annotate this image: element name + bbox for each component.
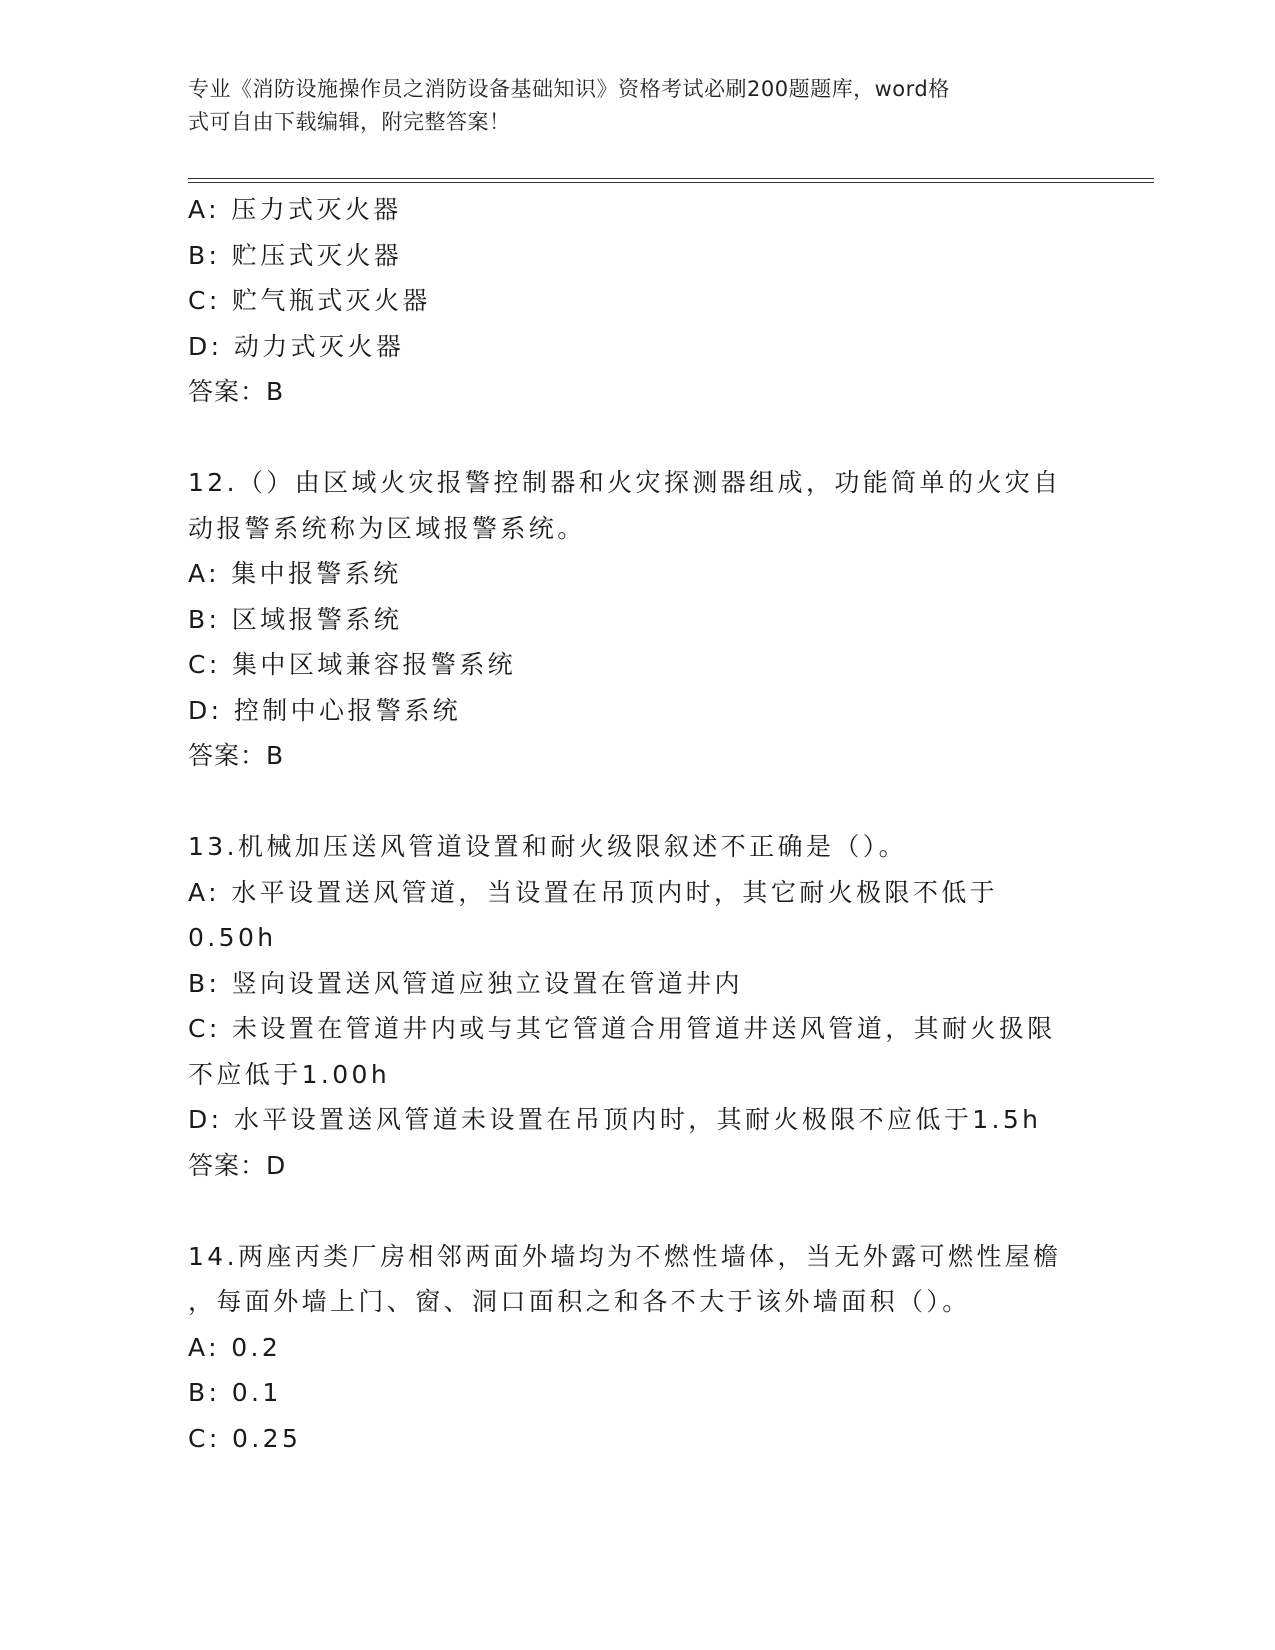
header-divider-bottom xyxy=(188,182,1154,183)
q14-option-a: A: 0.2 xyxy=(188,1332,282,1362)
q13-option-a-line-1: A: 水平设置送风管道，当设置在吊顶内时，其它耐火极限不低于 xyxy=(188,877,999,907)
q13-option-c-line-2: 不应低于1.00h xyxy=(188,1059,391,1089)
header-line-2: 式可自由下载编辑，附完整答案！ xyxy=(188,110,511,134)
question-13-block xyxy=(188,824,1088,1188)
q14-stem-line-2: ，每面外墙上门、窗、洞口面积之和各不大于该外墙面积（）。 xyxy=(188,1287,971,1316)
document-header xyxy=(188,73,1068,139)
question-12-block xyxy=(188,460,1088,779)
q13-answer: 答案：D xyxy=(188,1150,287,1180)
spacer xyxy=(188,779,1088,825)
q12-option-d: D: 控制中心报警系统 xyxy=(188,695,462,725)
q12-answer: 答案：B xyxy=(188,741,285,770)
q14-option-b: B: 0.1 xyxy=(188,1378,282,1407)
q12-stem-line-1: 12.（）由区域火灾报警控制器和火灾探测器组成，功能简单的火灾自 xyxy=(188,468,1062,497)
q11-option-a: A: 压力式灭火器 xyxy=(188,195,402,224)
q14-option-c: C: 0.25 xyxy=(188,1423,302,1453)
q11-option-b: B: 贮压式灭火器 xyxy=(188,240,403,270)
q12-option-a: A: 集中报警系统 xyxy=(188,559,402,588)
q14-stem-line-1: 14.两座丙类厂房相邻两面外墙均为不燃性墙体，当无外露可燃性屋檐 xyxy=(188,1241,1062,1271)
header-line-1: 专业《消防设施操作员之消防设备基础知识》资格考试必刷200题题库，word格 xyxy=(188,77,950,101)
q13-option-a-line-2: 0.50h xyxy=(188,923,277,952)
q11-answer: 答案：B xyxy=(188,377,285,406)
q12-option-c: C: 集中区域兼容报警系统 xyxy=(188,650,517,679)
q11-option-d: D: 动力式灭火器 xyxy=(188,331,405,361)
q12-option-b: B: 区域报警系统 xyxy=(188,604,403,634)
q12-stem-line-2: 动报警系统称为区域报警系统。 xyxy=(188,513,586,543)
q13-stem: 13.机械加压送风管道设置和耐火级限叙述不正确是（）。 xyxy=(188,832,908,861)
q13-option-b: B: 竖向设置送风管道应独立设置在管道井内 xyxy=(188,968,743,998)
q13-option-d: D: 水平设置送风管道未设置在吊顶内时，其耐火极限不应低于1.5h xyxy=(188,1105,1042,1134)
question-14-block xyxy=(188,1234,1088,1462)
spacer xyxy=(188,415,1088,461)
q11-option-c: C: 贮气瓶式灭火器 xyxy=(188,286,431,315)
q13-option-c-line-1: C: 未设置在管道井内或与其它管道合用管道井送风管道，其耐火扱限 xyxy=(188,1014,1056,1043)
header-divider-top xyxy=(188,178,1154,179)
spacer xyxy=(188,1188,1088,1234)
question-11-block xyxy=(188,187,1088,415)
document-body xyxy=(188,187,1088,1461)
